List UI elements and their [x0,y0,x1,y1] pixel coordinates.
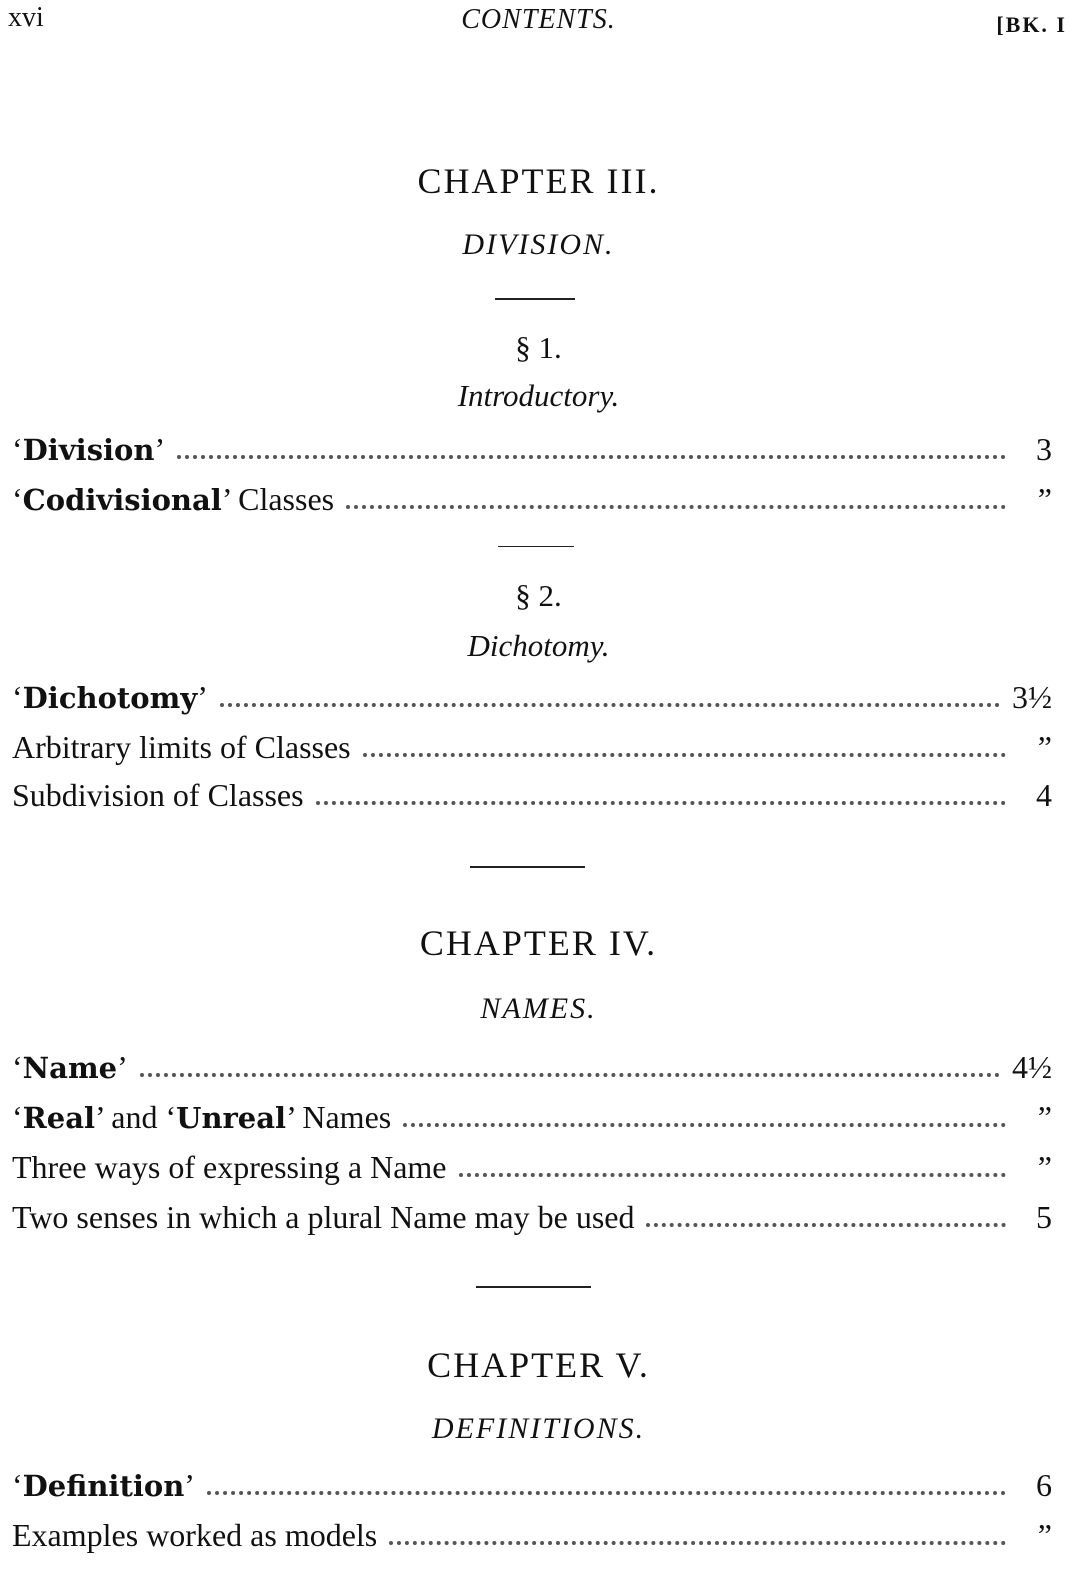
toc-entry[interactable] [12,1460,1052,1504]
page-ref: 3½ [1012,679,1052,715]
chapter-subtitle: DEFINITIONS. [431,1412,646,1445]
chapter-heading: CHAPTER III. [417,161,660,201]
page-ref: ” [1037,1099,1052,1135]
dot-leader [459,1172,1007,1177]
toc-entry[interactable] [12,722,1052,766]
toc-entry[interactable] [12,1510,1052,1554]
chapter-heading: CHAPTER IV. [419,923,658,963]
chapter-heading: CHAPTER V. [427,1345,650,1385]
section-number: § 2. [515,578,562,613]
toc-entry[interactable] [12,770,1052,814]
entry-text: ‘Definition’ [12,1467,195,1503]
section-title: Introductory. [457,378,620,413]
dot-leader [646,1222,1006,1227]
entry-text: ‘Codivisional’ Classes [12,481,335,517]
entry-text: Two senses in which a plural Name may be used [12,1199,635,1235]
chapter-subtitle: NAMES. [480,992,597,1025]
chapter-divider [476,1286,591,1288]
entry-text: Subdivision of Classes [12,777,304,813]
toc-entry[interactable] [12,1142,1052,1186]
page-ref: ” [1037,1517,1052,1553]
entry-text: ‘Real’ and ‘Unreal’ Names [12,1099,392,1135]
book-indicator: [BK. I [996,12,1067,37]
page-ref: 3 [1036,431,1052,467]
toc-entry[interactable] [12,1042,1052,1086]
page-ref: 6 [1036,1467,1052,1503]
dot-leader [140,1072,1000,1077]
running-title: CONTENTS. [461,4,616,35]
toc-entry[interactable] [12,474,1052,518]
toc-entry[interactable] [12,1192,1052,1236]
entry-text: ‘Name’ [12,1049,128,1085]
section-title: Dichotomy. [467,628,610,663]
entry-text: Arbitrary limits of Classes [12,729,351,765]
dot-leader [363,752,1006,757]
dot-leader [389,1540,1006,1545]
entry-text: Examples worked as models [12,1517,378,1553]
chapter-divider [470,866,585,868]
page-ref: ” [1037,481,1052,517]
entry-text: ‘Dichotomy’ [12,679,208,715]
dot-leader [403,1122,1006,1127]
divider [498,546,574,547]
page-ref: 5 [1036,1199,1052,1235]
dot-leader [346,504,1006,509]
dot-leader [316,800,1006,805]
entry-text: ‘Division’ [12,431,166,467]
page-ref: ” [1037,729,1052,765]
section-number: § 1. [515,330,562,365]
page-ref: 4 [1036,777,1052,813]
toc-entry[interactable] [12,1092,1052,1136]
entry-text: Three ways of expressing a Name [12,1149,447,1185]
page-ref: ” [1037,1149,1052,1185]
dot-leader [220,702,1000,707]
divider [495,298,575,300]
page-number: xvi [8,2,44,33]
chapter-subtitle: DIVISION. [462,228,615,261]
toc-entry[interactable] [12,672,1052,716]
dot-leader [207,1490,1006,1495]
page-ref: 4½ [1012,1049,1052,1085]
toc-entry[interactable] [12,424,1052,468]
dot-leader [177,454,1006,459]
